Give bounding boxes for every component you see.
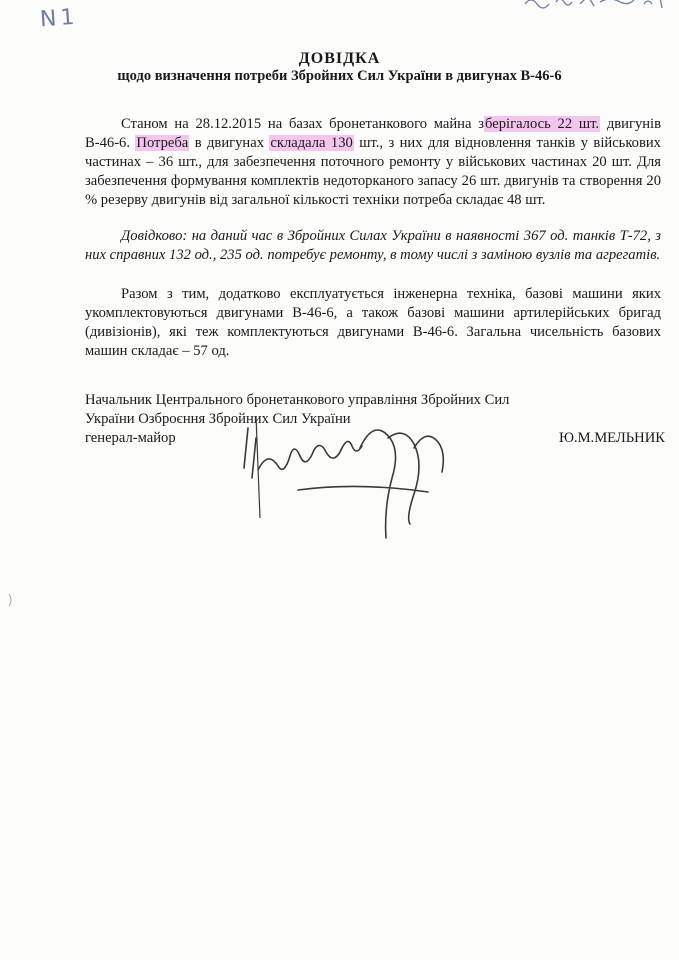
- highlighted-text: складала 130: [270, 135, 353, 151]
- document-title: ДОВІДКА: [298, 50, 381, 67]
- paragraph-text: двигунів В-46-6.: [85, 116, 661, 151]
- rank: генерал-майор: [85, 430, 176, 446]
- reference-lead: Довідково:: [121, 228, 188, 244]
- position-line: Начальник Центрального бронетанкового управління Збройних Сил: [85, 392, 510, 408]
- paragraph-text: шт., з них для відновлення танків у військових частинах – 36 шт., для забезпечення поточного ремонту у військових частинах 20 шт. Для забезпечення формування комплектів недоторканого запасу 26 шт. двигунів та створення 20 % резерву двигунів від загальної кількості техніки потреба складає 48 шт.: [85, 135, 661, 208]
- highlighted-text: Потреба: [136, 135, 189, 151]
- position-line: України Озброєння Збройних Сил України: [85, 411, 351, 427]
- reference-text: на даний час в Збройних Силах України в наявності 367 од. танків Т-72, з них справних 132 од., 235 од. потребує ремонту, в тому числі з заміною вузлів та агрегатів.: [85, 228, 661, 263]
- paragraph-text: в двигунах: [189, 135, 270, 151]
- paragraph-stock: [85, 115, 661, 210]
- handwritten-number: N1: [39, 4, 80, 33]
- paragraph-reference: [85, 227, 661, 265]
- handwritten-annotation: [520, 0, 670, 14]
- document-subtitle: щодо визначення потреби Збройних Сил України в двигунах В-46-6: [117, 68, 562, 84]
- scan-artifact: [6, 592, 16, 608]
- signatory-name: Ю.М.МЕЛЬНИК: [558, 430, 665, 446]
- paragraph-text: Разом з тим, додатково експлуатується інженерна техніка, базові машини яких укомплектовуються двигунами В-46-6, а також базові машини артилерійських бригад (дивізіонів), які теж комплектуються двигунами В-46-6. Загальна чисельність базових машин складає – 57 од.: [85, 286, 661, 359]
- paragraph-text: Станом на 28.12.2015 на базах бронетанкового майна з: [121, 116, 485, 132]
- paragraph-additional: [85, 285, 661, 361]
- handwritten-signature: [238, 408, 478, 548]
- highlighted-text: берігалось 22 шт.: [485, 116, 600, 132]
